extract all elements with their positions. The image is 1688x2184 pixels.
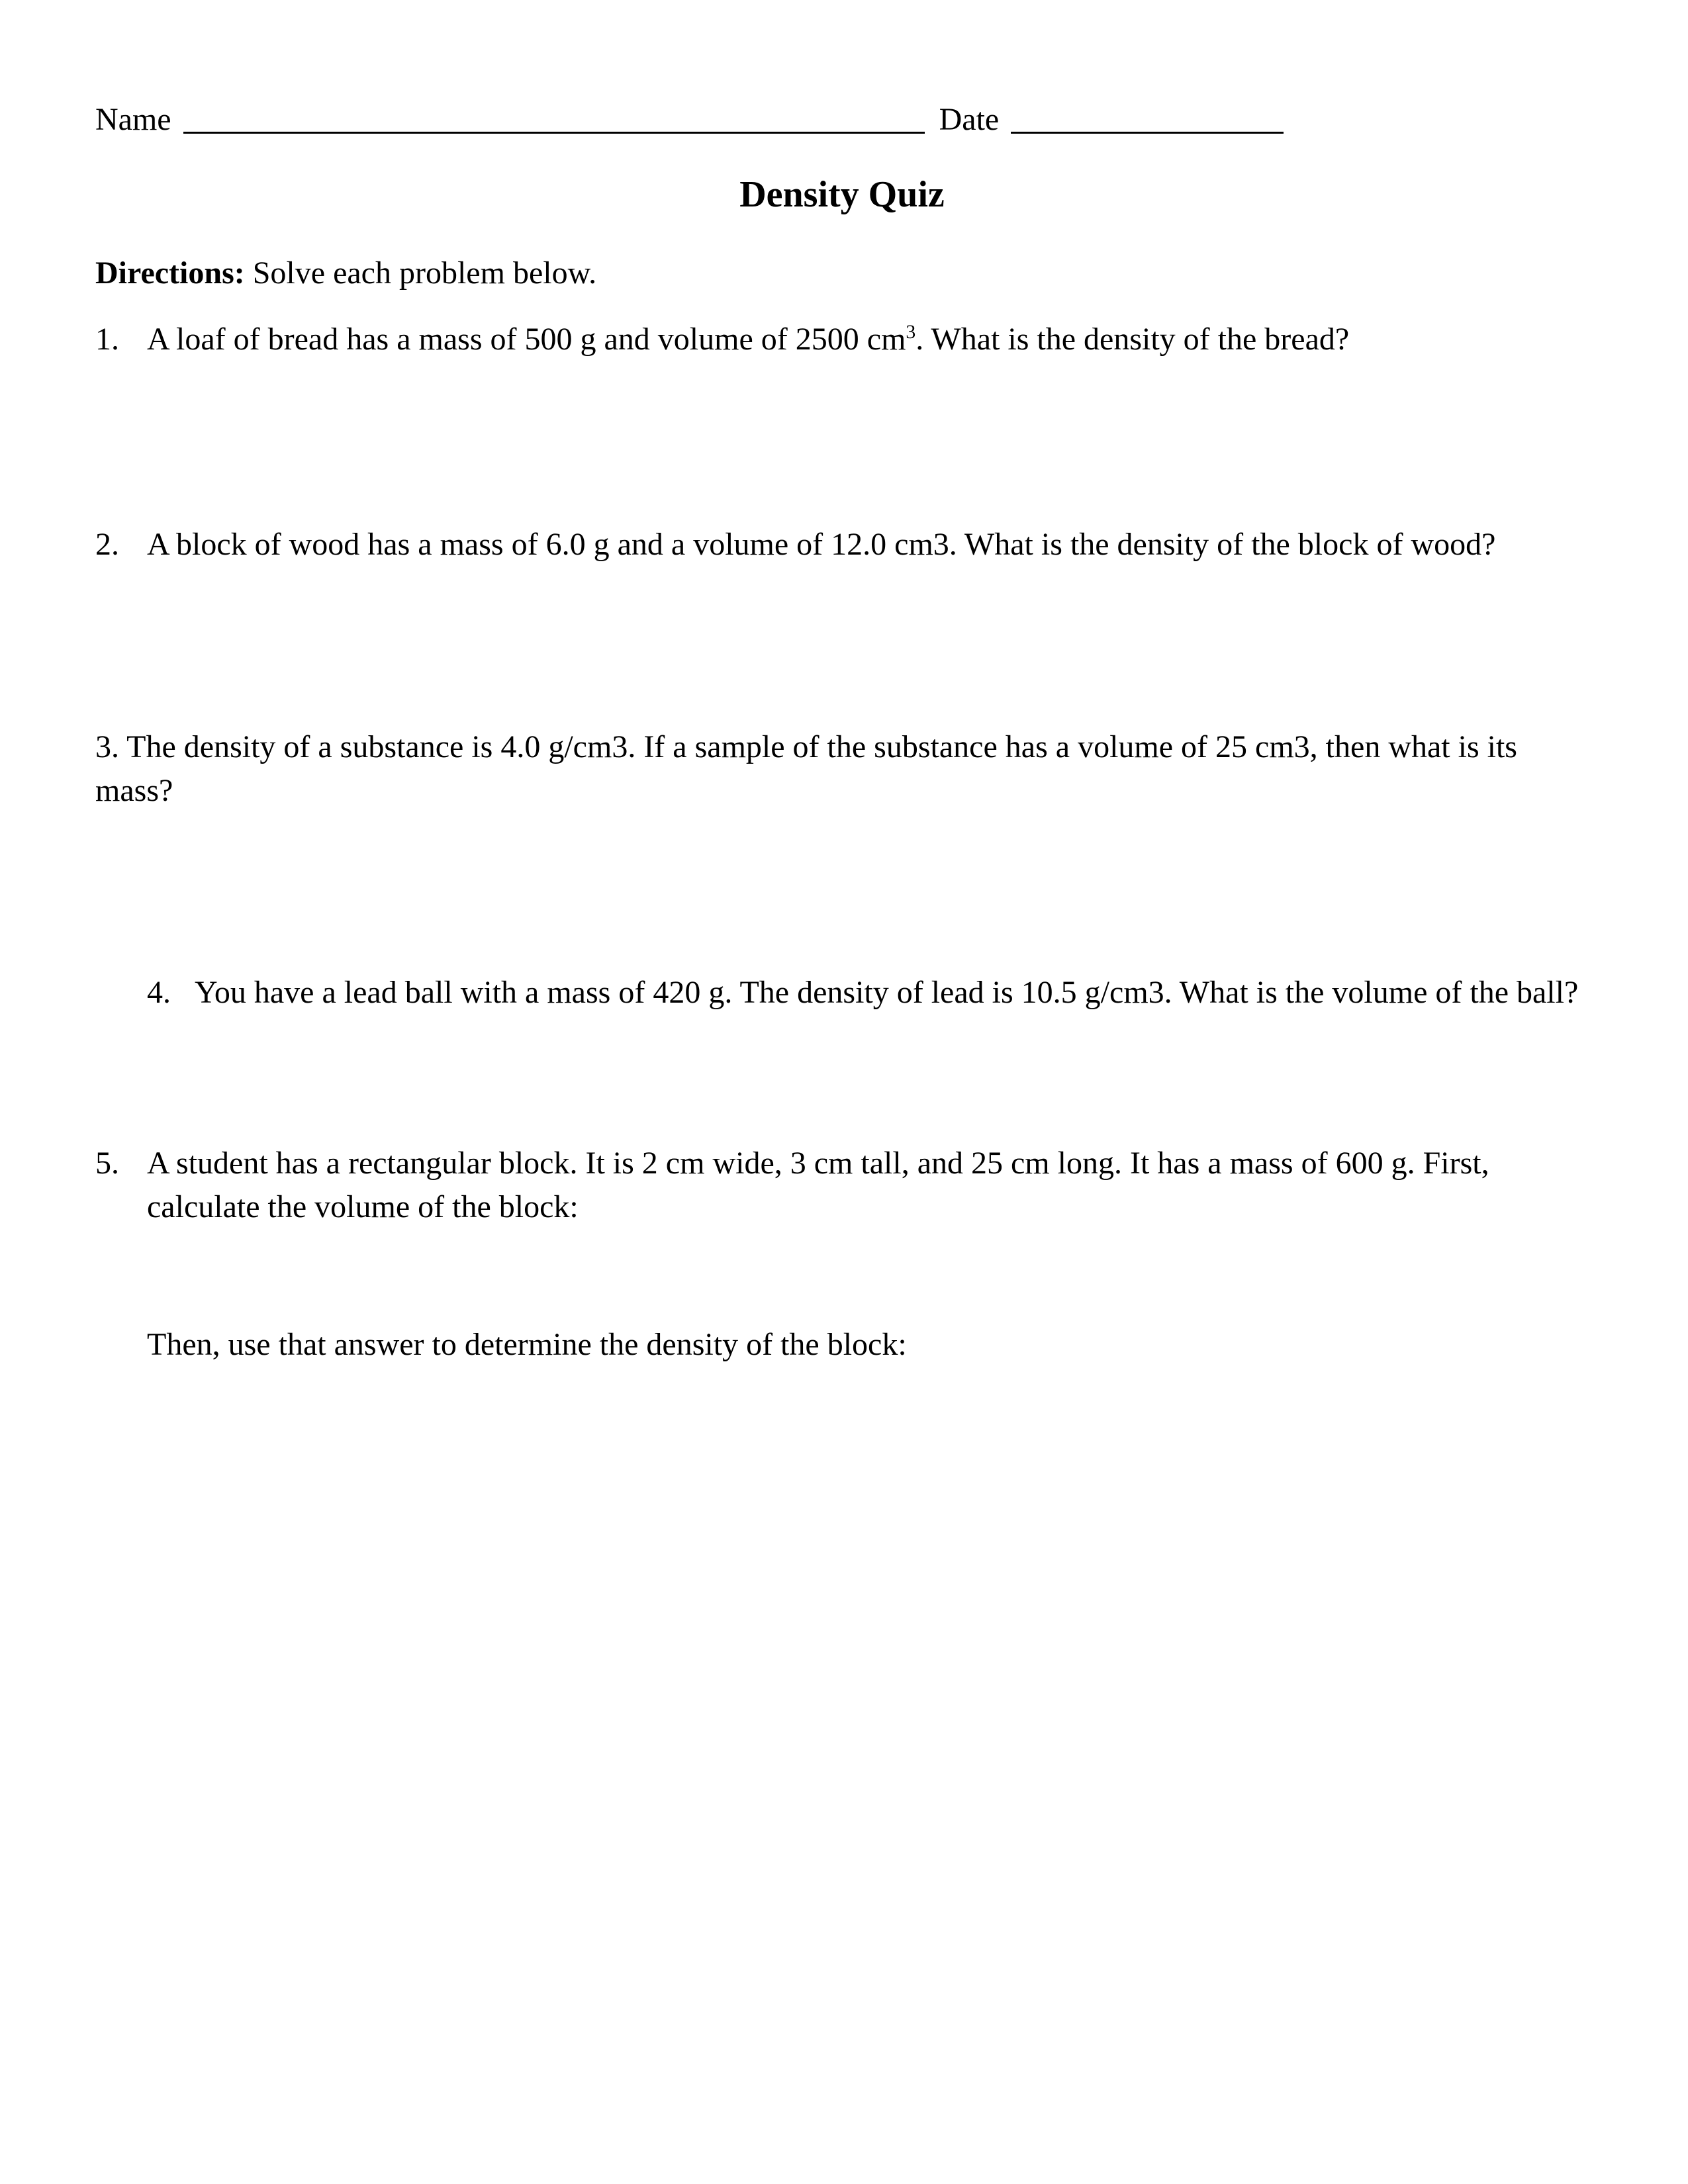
question-1-text-part1: A loaf of bread has a mass of 500 g and volume of 2500 cm	[147, 321, 906, 357]
question-4-number: 4.	[147, 974, 171, 1010]
question-2	[95, 523, 1589, 567]
question-2-number: 2.	[95, 526, 119, 562]
question-2-text: A block of wood has a mass of 6.0 g and a volume of 12.0 cm3. What is the density of the block of wood?	[147, 526, 1496, 562]
question-4-text: You have a lead ball with a mass of 420 g. The density of lead is 10.5 g/cm3. What is the volume of the ball?	[195, 974, 1579, 1010]
question-4	[147, 971, 1589, 1015]
question-5-followup: Then, use that answer to determine the density of the block:	[147, 1327, 907, 1363]
directions	[95, 251, 1589, 295]
question-1	[95, 318, 1589, 361]
name-date-row	[95, 98, 1287, 142]
question-1-number: 1.	[95, 321, 119, 357]
question-1-text	[147, 318, 1589, 361]
name-label: Name	[95, 102, 171, 137]
question-1-superscript: 3	[906, 320, 916, 343]
date-blank-line	[1011, 102, 1284, 134]
question-3-number: 3.	[95, 729, 127, 765]
page-title: Density Quiz	[739, 174, 945, 216]
question-5	[95, 1142, 1589, 1229]
question-3-text: The density of a substance is 4.0 g/cm3. If a sample of the substance has a volume of 25 cm3, then what is its mass?	[95, 729, 1517, 809]
question-5-number: 5.	[95, 1145, 119, 1181]
question-3	[95, 725, 1589, 813]
directions-text: Solve each problem below.	[244, 255, 597, 291]
date-label: Date	[939, 102, 1000, 137]
question-5-text: A student has a rectangular block. It is 2 cm wide, 3 cm tall, and 25 cm long. It has a mass of 600 g. First, calculate the volume of the block:	[147, 1145, 1489, 1225]
name-blank-line	[183, 102, 925, 134]
question-1-text-part2: . What is the density of the bread?	[915, 321, 1350, 357]
directions-label: Directions:	[95, 255, 245, 291]
